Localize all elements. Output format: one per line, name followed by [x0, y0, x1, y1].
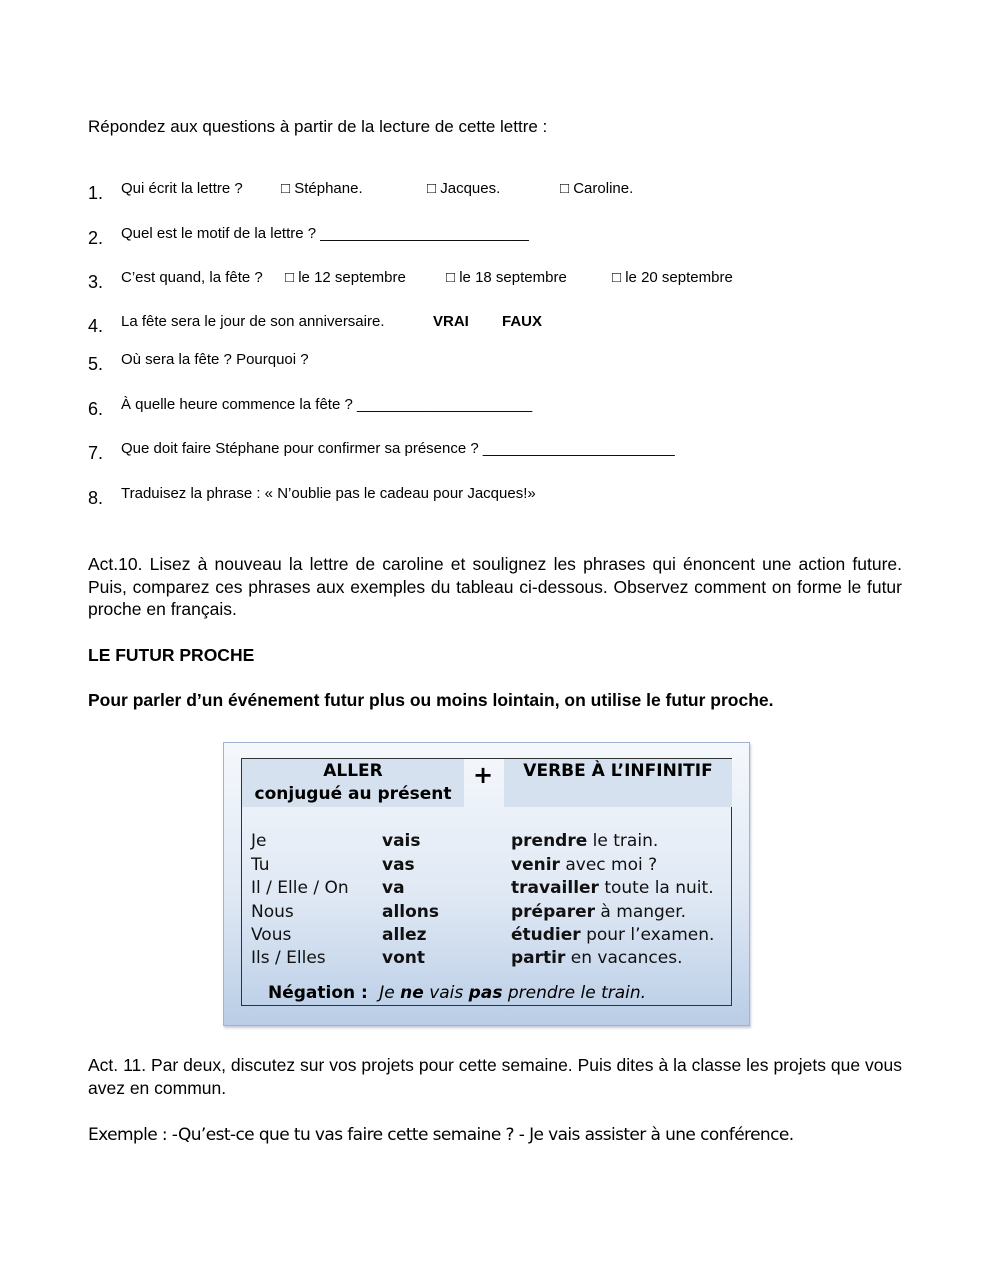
- negation-label: Négation :: [268, 983, 368, 1003]
- question-text: C’est quand, la fête ?: [121, 269, 263, 286]
- question-text: Traduisez la phrase : « N’oublie pas le cadeau pour Jacques!»: [121, 485, 536, 502]
- instructions-text: Répondez aux questions à partir de la lecture de cette lettre :: [88, 117, 548, 136]
- infinitive-phrase: [511, 948, 683, 968]
- table-row: [242, 878, 733, 901]
- infinitive-phrase: [511, 925, 714, 945]
- vrai-option[interactable]: VRAI: [433, 313, 469, 330]
- phrase-rest: pour l’examen.: [580, 925, 715, 945]
- aller-form: allez: [382, 925, 427, 945]
- checkbox-option-jacques[interactable]: □ Jacques.: [427, 180, 501, 197]
- pronoun: Nous: [251, 902, 294, 922]
- negation-ne: ne: [400, 983, 424, 1003]
- question-number: 8.: [88, 488, 104, 508]
- infinitive-phrase: [511, 878, 714, 898]
- example-dialogue: Exemple : -Qu’est-ce que tu vas faire cette semaine ? - Je vais assister à une conférence.: [88, 1125, 794, 1145]
- question-text: Quel est le motif de la lettre ? _________________________: [121, 225, 529, 242]
- infinitive-verb: venir: [511, 855, 560, 875]
- negation-pas: pas: [468, 983, 503, 1003]
- checkbox-option-12-sept[interactable]: □ le 12 septembre: [285, 269, 406, 286]
- checkbox-option-stephane[interactable]: □ Stéphane.: [281, 180, 363, 197]
- question-number: 4.: [88, 316, 104, 336]
- question-text: Que doit faire Stéphane pour confirmer sa présence ? _______________________: [121, 440, 675, 457]
- question-text: Où sera la fête ? Pourquoi ?: [121, 351, 309, 368]
- futur-proche-table: [241, 758, 732, 1006]
- table-row: [242, 902, 733, 925]
- pronoun: Je: [251, 831, 267, 851]
- activity-10-instructions: Act.10. Lisez à nouveau la lettre de caroline et soulignez les phrases qui énoncent une action future. Puis, comparez ces phrases aux exemples du tableau ci-dessous. Observez comment on forme le futur proche en français.: [88, 554, 902, 619]
- section-title: LE FUTUR PROCHE: [88, 645, 255, 665]
- negation-example: [379, 983, 646, 1003]
- checkbox-option-18-sept[interactable]: □ le 18 septembre: [446, 269, 567, 286]
- table-row: [242, 925, 733, 948]
- table-row: [242, 831, 733, 854]
- question-number: 2.: [88, 228, 104, 248]
- pronoun: Il / Elle / On: [251, 878, 349, 898]
- grammar-rule: Pour parler d’un événement futur plus ou moins lointain, on utilise le futur proche.: [88, 690, 774, 710]
- phrase-rest: avec moi ?: [559, 855, 658, 875]
- infinitive-phrase: [511, 855, 657, 875]
- infinitive-verb: prendre: [511, 831, 588, 851]
- question-number: 3.: [88, 272, 104, 292]
- infinitive-verb: partir: [511, 948, 566, 968]
- checkbox-option-20-sept[interactable]: □ le 20 septembre: [612, 269, 733, 286]
- table-row: [242, 948, 733, 971]
- question-text: La fête sera le jour de son anniversaire.: [121, 313, 385, 330]
- negation-word: prendre le train.: [502, 983, 647, 1003]
- activity-11-instructions: Act. 11. Par deux, discutez sur vos projets pour cette semaine. Puis dites à la classe les projets que vous avez en commun.: [88, 1055, 902, 1098]
- question-number: 5.: [88, 354, 104, 374]
- pronoun: Ils / Elles: [251, 948, 326, 968]
- pronoun: Vous: [251, 925, 292, 945]
- phrase-rest: le train.: [587, 831, 659, 851]
- question-text: Qui écrit la lettre ?: [121, 180, 243, 197]
- negation-word: vais: [423, 983, 469, 1003]
- header-aller-line2: conjugué au présent: [254, 784, 452, 804]
- infinitive-verb: préparer: [511, 902, 596, 922]
- table-row: [242, 855, 733, 878]
- pronoun: Tu: [251, 855, 270, 875]
- question-number: 1.: [88, 183, 104, 203]
- question-number: 7.: [88, 443, 104, 463]
- question-number: 6.: [88, 399, 104, 419]
- aller-form: va: [382, 878, 405, 898]
- infinitive-phrase: [511, 902, 686, 922]
- infinitive-verb: travailler: [511, 878, 599, 898]
- infinitive-verb: étudier: [511, 925, 581, 945]
- checkbox-option-caroline[interactable]: □ Caroline.: [560, 180, 634, 197]
- faux-option[interactable]: FAUX: [502, 313, 543, 330]
- header-aller: [242, 759, 464, 807]
- aller-form: vais: [382, 831, 421, 851]
- negation-line: [268, 983, 646, 1003]
- aller-form: vas: [382, 855, 415, 875]
- header-aller-line1: ALLER: [323, 761, 383, 781]
- header-infinitif: VERBE À L’INFINITIF: [504, 759, 732, 807]
- question-text: À quelle heure commence la fête ? _____________________: [121, 396, 533, 413]
- phrase-rest: en vacances.: [565, 948, 683, 968]
- phrase-rest: toute la nuit.: [598, 878, 714, 898]
- aller-form: vont: [382, 948, 425, 968]
- infinitive-phrase: [511, 831, 658, 851]
- phrase-rest: à manger.: [595, 902, 687, 922]
- plus-sign: +: [473, 761, 494, 789]
- negation-word: Je: [379, 983, 401, 1003]
- aller-form: allons: [382, 902, 440, 922]
